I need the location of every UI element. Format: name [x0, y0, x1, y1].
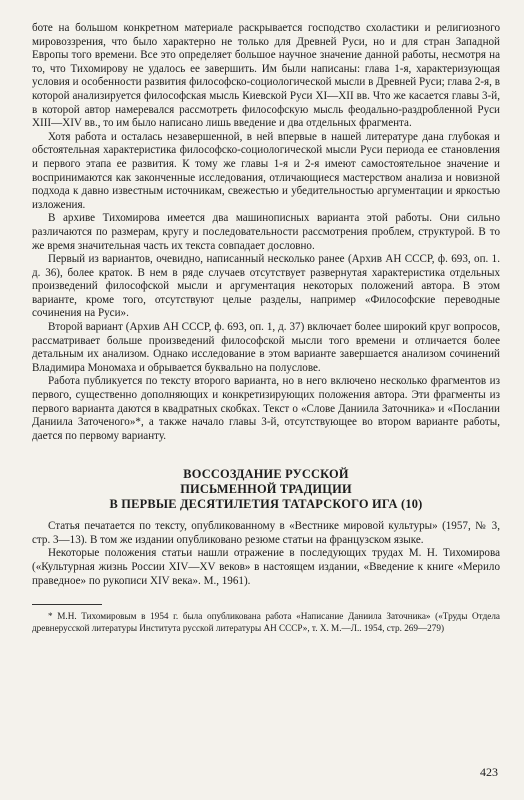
- section-heading-line: ПИСЬМЕННОЙ ТРАДИЦИИ: [180, 482, 352, 496]
- paragraph: Работа публикуется по тексту второго варианта, но в него включено несколько фрагментов из первого, существенно дополняющих и конкретизирующих положения автора. Эти фрагменты из первого варианта даются в квадратных скобках. Текст о «Слове Даниила Заточника» и «Послании Даниила Заточеного»*, а также начало главы 3-й, отсутствующее во втором варианте работы, дается по первому варианту.: [32, 375, 500, 442]
- paragraph: Хотя работа и осталась незавершенной, в ней впервые в нашей литературе дана глубокая и обстоятельная характеристика философско-социологической мысли Руси периода ее становления и первого этапа ее развития. К тому же главы 1-я и 2-я имеют самостоятельное значение и воспринимаются как законченные исследования, отличающиеся мастерством анализа и новизной подхода к давно известным источникам, свежестью и убедительностью аргументации и яркостью изложения.: [32, 130, 500, 211]
- body-text-top: [32, 22, 500, 443]
- section-heading-line: В ПЕРВЫЕ ДЕСЯТИЛЕТИЯ ТАТАРСКОГО ИГА (10): [109, 496, 423, 511]
- footnote: * М.Н. Тихомировым в 1954 г. была опубликована работа «Написание Даниила Заточника» («Труды Отдела древнерусской литературы Института русской литературы АН СССР», т. X. М.—Л.. 1954, стр. 269—279): [32, 611, 500, 633]
- paragraph: В архиве Тихомирова имеется два машинописных варианта этой работы. Они сильно различаются по размерам, кругу и последовательности рассмотрения проблем, структурой. В то же время значительная часть их текста совпадает дословно.: [32, 212, 500, 252]
- paragraph: Статья печатается по тексту, опубликованному в «Вестнике мировой культуры» (1957, № 3, стр. 3—13). В том же издании опубликовано резюме статьи на французском языке.: [32, 520, 500, 546]
- paragraph: Второй вариант (Архив АН СССР, ф. 693, оп. 1, д. 37) включает более широкий круг вопросов, рассматривает больше произведений философской мысли того времени и отличается более детальным их анализом. Однако исследование в этом варианте завершается анализом сочинений Владимира Мономаха и обрывается буквально на полуслове.: [32, 321, 500, 374]
- footnote-divider: [32, 604, 102, 605]
- section-heading: [32, 467, 500, 511]
- paragraph: Некоторые положения статьи нашли отражение в последующих трудах М. Н. Тихомирова («Культурная жизнь России XIV—XV веков» в настоящем издании, «Введение к книге «Мерило праведное» по рукописи XIV века». М., 1961).: [32, 547, 500, 587]
- paragraph: Первый из вариантов, очевидно, написанный несколько ранее (Архив АН СССР, ф. 693, оп. 1. д. 36), более краток. В нем в ряде случаев отсутствует развернутая характеристика отдельных произведений философской мысли и аргументация некоторых положений автора. В этом варианте, кроме того, отсутствуют целые разделы, например «Философские переводные сочинения на Руси».: [32, 253, 500, 320]
- page-number: 423: [480, 765, 498, 779]
- section-heading-line: ВОССОЗДАНИЕ РУССКОЙ: [183, 467, 349, 482]
- paragraph: боте на большом конкретном материале раскрывается господство схоластики и религиозного мировоззрения, что было характерно не только для Древней Руси, но и для стран Западной Европы того времени. Все это определяет большое научное значение данной работы, несмотря на то, что Тихомирову не удалось ее завершить. Им были написаны: глава 1-я, характеризующая условия и особенности развития философско-социологической мысли в Древней Руси; глава 2-я, в которой анализируется философская мысль Киевской Руси XI—XII вв. Что же касается главы 3-й, в которой автор намеревался рассмотреть философскую мысль феодально-раздробленной Руси XIII—XIV вв., то им было написано лишь введение и два отдельных фрагмента.: [32, 22, 500, 130]
- body-text-bottom: [32, 520, 500, 588]
